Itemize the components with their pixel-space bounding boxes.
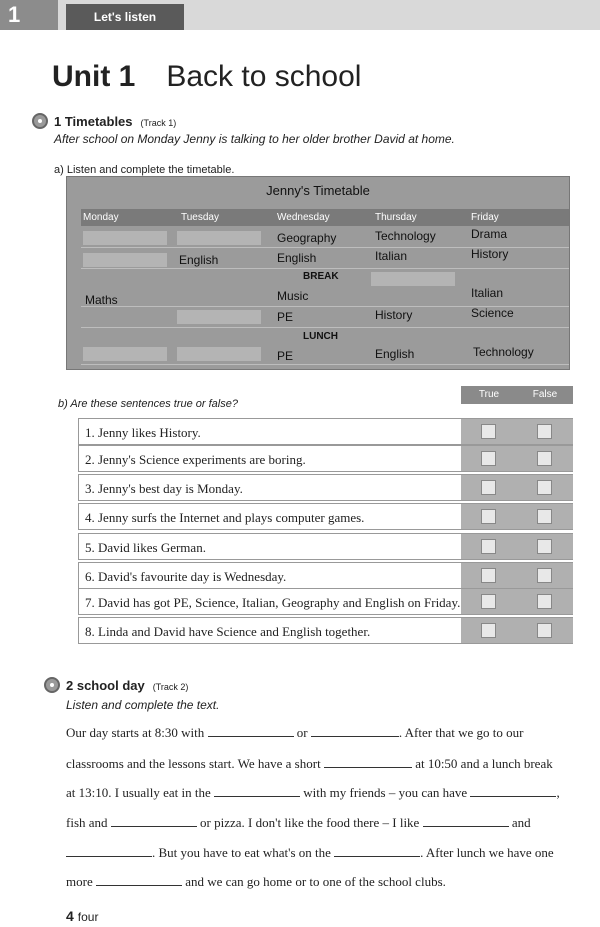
text-fragment: . After that we go to our xyxy=(398,725,524,740)
day-monday: Monday xyxy=(83,212,119,223)
answer-blank[interactable] xyxy=(214,787,300,797)
answer-blank[interactable] xyxy=(111,817,197,827)
cell-wed-2: English xyxy=(277,251,317,265)
text-fragment: or xyxy=(296,725,308,740)
exercise1-name: 1 Timetables xyxy=(54,114,133,129)
false-checkbox[interactable] xyxy=(537,594,552,609)
false-header: False xyxy=(517,386,573,404)
cell-fri-4: Science xyxy=(471,306,514,320)
timetable-header-row xyxy=(81,209,569,226)
true-checkbox[interactable] xyxy=(481,594,496,609)
false-checkbox[interactable] xyxy=(537,539,552,554)
page-footer xyxy=(66,908,98,924)
text-fragment: and we can go home or to one of the school clubs. xyxy=(185,874,446,889)
timetable-title: Jenny's Timetable xyxy=(266,183,370,198)
page-number: 4 xyxy=(66,908,74,924)
false-checkbox[interactable] xyxy=(537,568,552,583)
cell-fri-5: Technology xyxy=(473,345,534,359)
text-fragment: , xyxy=(556,785,560,800)
statement-text: 4. Jenny surfs the Internet and plays computer games. xyxy=(85,510,365,525)
unit-title: Back to school xyxy=(166,60,362,93)
cell-fri-3: Italian xyxy=(471,286,504,300)
cell-thu-1: Technology xyxy=(375,229,436,243)
exercise2-track: (Track 2) xyxy=(152,682,189,692)
text-line xyxy=(66,725,523,741)
cell-wed-4: PE xyxy=(277,310,294,324)
true-checkbox[interactable] xyxy=(481,568,496,583)
exercise1-instruction: After school on Monday Jenny is talking to her older brother David at home. xyxy=(54,132,455,146)
text-fragment: at 10:50 and a lunch break xyxy=(415,756,553,771)
cell-wed-1: Geography xyxy=(277,231,337,245)
cell-tue-2: English xyxy=(179,253,219,267)
text-fragment: classrooms and the lessons start. We have a short xyxy=(66,756,321,771)
statement-text: 6. David's favourite day is Wednesday. xyxy=(85,569,287,584)
cell-wed-3: Music xyxy=(277,289,309,303)
true-cell xyxy=(461,419,517,444)
cell-mon-3: Maths xyxy=(85,293,118,307)
exercise1-track: (Track 1) xyxy=(140,118,177,128)
answer-blank[interactable] xyxy=(177,347,261,361)
text-fragment: at 13:10. I usually eat in the xyxy=(66,785,211,800)
statement-text: 1. Jenny likes History. xyxy=(85,425,201,440)
false-cell xyxy=(517,419,573,444)
answer-blank[interactable] xyxy=(208,727,294,737)
true-checkbox[interactable] xyxy=(481,623,496,638)
exercise1-part-b: b) Are these sentences true or false? xyxy=(58,398,238,410)
cell-thu-5: English xyxy=(375,347,415,361)
exercise2-instruction: Listen and complete the text. xyxy=(66,698,220,712)
row-divider xyxy=(81,364,569,365)
cd-icon xyxy=(32,113,48,129)
false-checkbox[interactable] xyxy=(537,480,552,495)
statement-row xyxy=(78,617,573,644)
false-cell xyxy=(517,504,573,529)
true-cell xyxy=(461,589,517,614)
false-cell xyxy=(517,446,573,471)
false-cell xyxy=(517,563,573,588)
exercise1-part-a: a) Listen and complete the timetable. xyxy=(54,164,235,176)
answer-blank[interactable] xyxy=(371,272,455,286)
text-fragment: or pizza. I don't like the food there – I like xyxy=(200,815,420,830)
text-line xyxy=(66,756,553,772)
true-checkbox[interactable] xyxy=(481,451,496,466)
answer-blank[interactable] xyxy=(96,876,182,886)
false-cell xyxy=(517,589,573,614)
true-header: True xyxy=(461,386,517,404)
text-fragment: fish and xyxy=(66,815,108,830)
text-fragment: . But you have to eat what's on the xyxy=(152,845,331,860)
text-line xyxy=(66,785,560,801)
false-checkbox[interactable] xyxy=(537,424,552,439)
day-friday: Friday xyxy=(471,212,499,223)
false-cell xyxy=(517,475,573,500)
false-cell xyxy=(517,618,573,643)
statement-row xyxy=(78,474,573,501)
break-label: BREAK xyxy=(303,271,339,282)
false-checkbox[interactable] xyxy=(537,623,552,638)
unit-number-badge: 1 xyxy=(0,0,58,30)
answer-blank[interactable] xyxy=(83,231,167,245)
day-wednesday: Wednesday xyxy=(277,212,330,223)
cell-thu-2: Italian xyxy=(375,249,408,263)
statement-text: 3. Jenny's best day is Monday. xyxy=(85,481,243,496)
answer-blank[interactable] xyxy=(83,347,167,361)
text-fragment: . After lunch we have one xyxy=(420,845,554,860)
unit-heading xyxy=(52,60,361,94)
statement-row xyxy=(78,562,573,589)
statement-row xyxy=(78,588,573,615)
unit-label: Unit 1 xyxy=(52,60,136,93)
statement-text: 7. David has got PE, Science, Italian, Geography and English on Friday. xyxy=(85,595,461,610)
false-cell xyxy=(517,534,573,559)
text-fragment: more xyxy=(66,874,93,889)
cell-wed-5: PE xyxy=(277,349,294,363)
true-checkbox[interactable] xyxy=(481,424,496,439)
answer-blank[interactable] xyxy=(83,253,167,267)
exercise2-name: 2 school day xyxy=(66,678,145,693)
true-cell xyxy=(461,504,517,529)
section-tab: Let's listen xyxy=(66,4,184,30)
answer-blank[interactable] xyxy=(177,231,261,245)
true-cell xyxy=(461,475,517,500)
cell-fri-1: Drama xyxy=(471,227,508,241)
text-line xyxy=(66,815,531,831)
answer-blank[interactable] xyxy=(423,817,509,827)
text-fragment: with my friends – you can have xyxy=(303,785,468,800)
answer-blank[interactable] xyxy=(470,787,556,797)
true-cell xyxy=(461,563,517,588)
row-divider xyxy=(81,268,569,269)
answer-blank[interactable] xyxy=(177,310,261,324)
cell-fri-2: History xyxy=(471,247,509,261)
page-word: four xyxy=(77,910,99,924)
statement-row xyxy=(78,418,573,445)
true-checkbox[interactable] xyxy=(481,539,496,554)
day-tuesday: Tuesday xyxy=(181,212,219,223)
statement-text: 2. Jenny's Science experiments are boring. xyxy=(85,452,306,467)
true-checkbox[interactable] xyxy=(481,480,496,495)
timetable xyxy=(66,176,570,370)
statement-row xyxy=(78,503,573,530)
answer-blank[interactable] xyxy=(334,847,420,857)
answer-blank[interactable] xyxy=(311,727,399,737)
text-line xyxy=(66,874,446,890)
true-checkbox[interactable] xyxy=(481,509,496,524)
false-checkbox[interactable] xyxy=(537,509,552,524)
cell-thu-4: History xyxy=(375,308,413,322)
true-cell xyxy=(461,618,517,643)
day-thursday: Thursday xyxy=(375,212,417,223)
text-fragment: and xyxy=(511,815,531,830)
statement-row xyxy=(78,533,573,560)
exercise2-title xyxy=(66,678,188,693)
statement-row xyxy=(78,445,573,472)
text-fragment: Our day starts at 8:30 with xyxy=(66,725,205,740)
statement-text: 8. Linda and David have Science and English together. xyxy=(85,624,371,639)
lunch-label: LUNCH xyxy=(303,331,338,342)
exercise1-title xyxy=(54,114,176,129)
answer-blank[interactable] xyxy=(324,758,412,768)
false-checkbox[interactable] xyxy=(537,451,552,466)
true-cell xyxy=(461,534,517,559)
cd-icon xyxy=(44,677,60,693)
answer-blank[interactable] xyxy=(66,847,152,857)
statement-text: 5. David likes German. xyxy=(85,540,206,555)
text-line xyxy=(66,845,554,861)
true-cell xyxy=(461,446,517,471)
row-divider xyxy=(81,327,569,328)
